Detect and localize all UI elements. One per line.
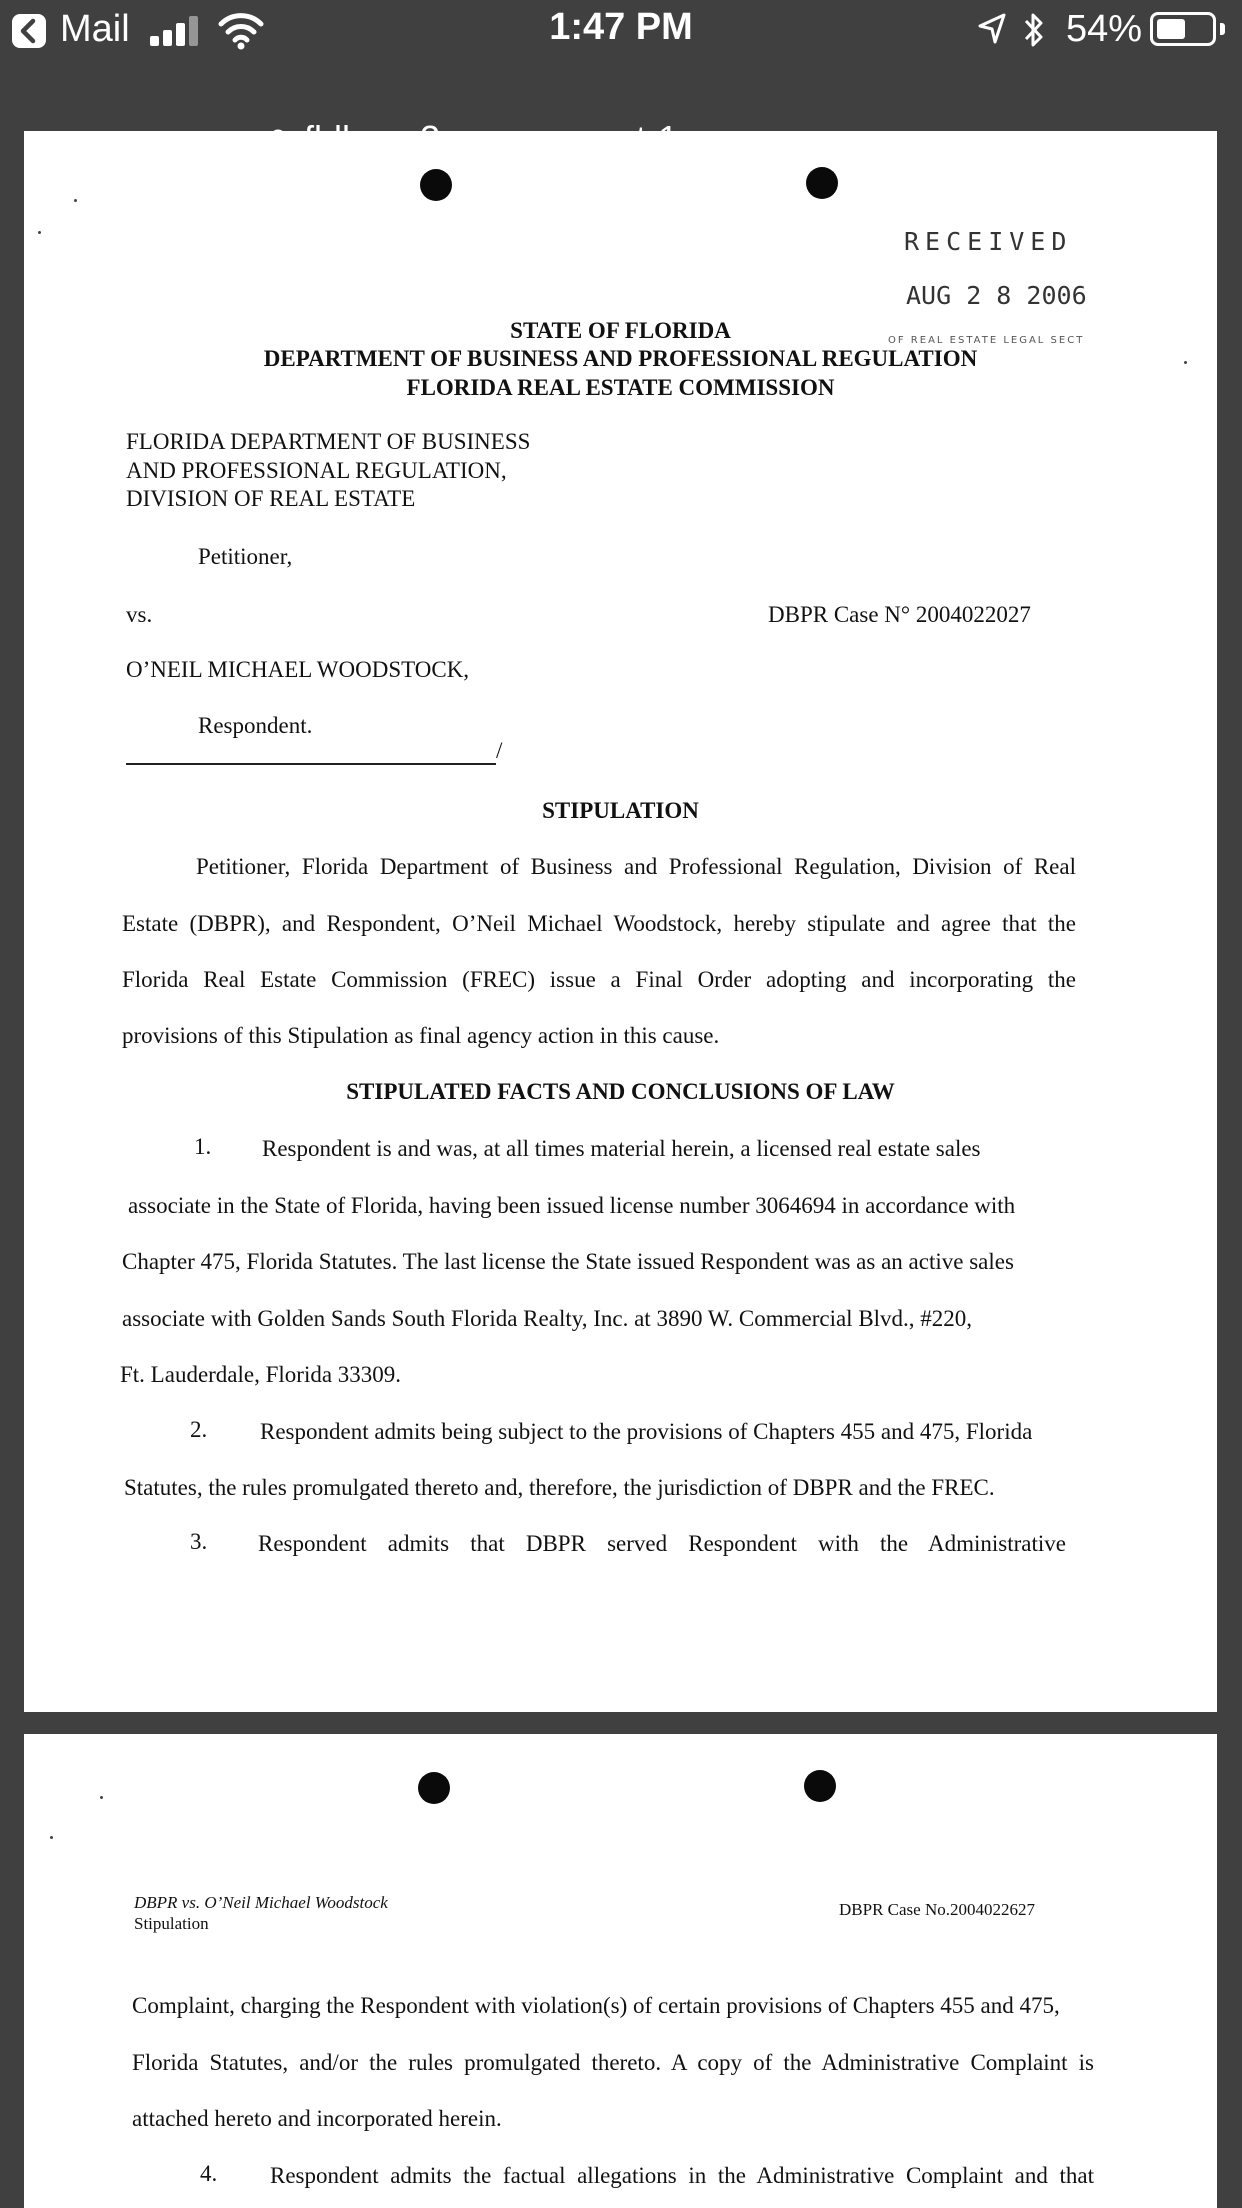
- para-1-line-5: Ft. Lauderdale, Florida 33309.: [120, 1362, 402, 1387]
- running-header-subtitle: Stipulation: [134, 1914, 209, 1933]
- intro-line-3: Florida Real Estate Commission (FREC) issue a Final Order adopting and incorporating the: [122, 967, 1076, 992]
- intro-line-4: provisions of this Stipulation as final agency action in this cause.: [122, 1023, 720, 1048]
- back-label[interactable]: Mail: [60, 8, 130, 50]
- signature-line: [126, 763, 496, 765]
- para-1-line-1: Respondent is and was, at all times material herein, a licensed real estate sales: [262, 1136, 981, 1161]
- para-2-line-2: Statutes, the rules promulgated thereto and, therefore, the jurisdiction of DBPR and the FREC.: [124, 1475, 995, 1500]
- para-3-line-1: Respondent admits that DBPR served Respondent with the Administrative: [258, 1531, 1066, 1556]
- hole-punch: [418, 1772, 450, 1804]
- running-header-case-number: DBPR Case No.2004022627: [839, 1900, 1035, 1919]
- hole-punch: [420, 169, 452, 201]
- received-stamp: RECEIVED: [904, 227, 1073, 256]
- received-stamp-date: AUG 2 8 2006: [906, 281, 1087, 310]
- document-title: STIPULATION: [542, 798, 699, 823]
- case-number: DBPR Case N° 2004022027: [768, 602, 1031, 627]
- received-stamp-dept: OF REAL ESTATE LEGAL SECT: [888, 335, 1085, 346]
- para-3-number: 3.: [190, 1529, 208, 1554]
- heading-department: DEPARTMENT OF BUSINESS AND PROFESSIONAL REGULATION: [263, 346, 978, 371]
- para-1-line-3: Chapter 475, Florida Statutes. The last license the State issued Respondent was as an active sales: [122, 1249, 1014, 1274]
- cont-line-3: attached hereto and incorporated herein.: [132, 2106, 502, 2131]
- scan-speck: [38, 231, 41, 234]
- para-4-line-1: Respondent admits the factual allegations in the Administrative Complaint and that: [270, 2163, 1094, 2188]
- para-2-number: 2.: [190, 1417, 208, 1442]
- heading-state: STATE OF FLORIDA: [510, 318, 731, 343]
- petitioner-line-1: FLORIDA DEPARTMENT OF BUSINESS: [126, 429, 531, 454]
- scan-speck: [74, 199, 77, 202]
- intro-line-1: Petitioner, Florida Department of Business and Professional Regulation, Division of Real: [196, 854, 1076, 879]
- clock: 1:47 PM: [549, 6, 693, 48]
- running-header-title: DBPR vs. O’Neil Michael Woodstock: [134, 1893, 388, 1912]
- para-4-number: 4.: [200, 2161, 218, 2186]
- respondent-role: Respondent.: [198, 713, 313, 738]
- bluetooth-icon: [1022, 10, 1046, 50]
- petitioner-line-3: DIVISION OF REAL ESTATE: [126, 486, 416, 511]
- section-title: STIPULATED FACTS AND CONCLUSIONS OF LAW: [346, 1079, 895, 1104]
- respondent-name: O’NEIL MICHAEL WOODSTOCK,: [126, 657, 470, 682]
- intro-line-2: Estate (DBPR), and Respondent, O’Neil Michael Woodstock, hereby stipulate and agree that the: [122, 911, 1076, 936]
- petitioner-line-2: AND PROFESSIONAL REGULATION,: [126, 458, 507, 483]
- hole-punch: [804, 1770, 836, 1802]
- para-1-line-2: associate in the State of Florida, having been issued license number 3064694 in accordance with: [128, 1193, 1016, 1218]
- status-bar: [0, 0, 1242, 60]
- para-1-line-4: associate with Golden Sands South Florida Realty, Inc. at 3890 W. Commercial Blvd., #220,: [122, 1306, 973, 1331]
- scan-speck: [100, 1796, 103, 1799]
- hole-punch: [806, 167, 838, 199]
- para-2-line-1: Respondent admits being subject to the provisions of Chapters 455 and 475, Florida: [260, 1419, 1033, 1444]
- petitioner-role: Petitioner,: [198, 544, 293, 569]
- signature-slash: /: [496, 738, 503, 763]
- battery-level-fill: [1157, 19, 1185, 39]
- battery-percent: 54%: [1066, 8, 1143, 50]
- battery-tip: [1220, 23, 1225, 35]
- document-page-2: [24, 1734, 1217, 2208]
- vs-label: vs.: [126, 602, 153, 627]
- cont-line-1: Complaint, charging the Respondent with violation(s) of certain provisions of Chapters 455 and 475,: [132, 1993, 1060, 2018]
- scan-speck: [50, 1836, 53, 1839]
- heading-commission: FLORIDA REAL ESTATE COMMISSION: [406, 375, 835, 400]
- para-1-number: 1.: [194, 1134, 212, 1159]
- cont-line-2: Florida Statutes, and/or the rules promulgated thereto. A copy of the Administrative Complaint is: [132, 2050, 1094, 2075]
- document-page-1: [24, 131, 1217, 1712]
- location-icon: [977, 12, 1007, 46]
- battery-icon: [1150, 12, 1216, 46]
- url-bar[interactable]: [0, 60, 1242, 118]
